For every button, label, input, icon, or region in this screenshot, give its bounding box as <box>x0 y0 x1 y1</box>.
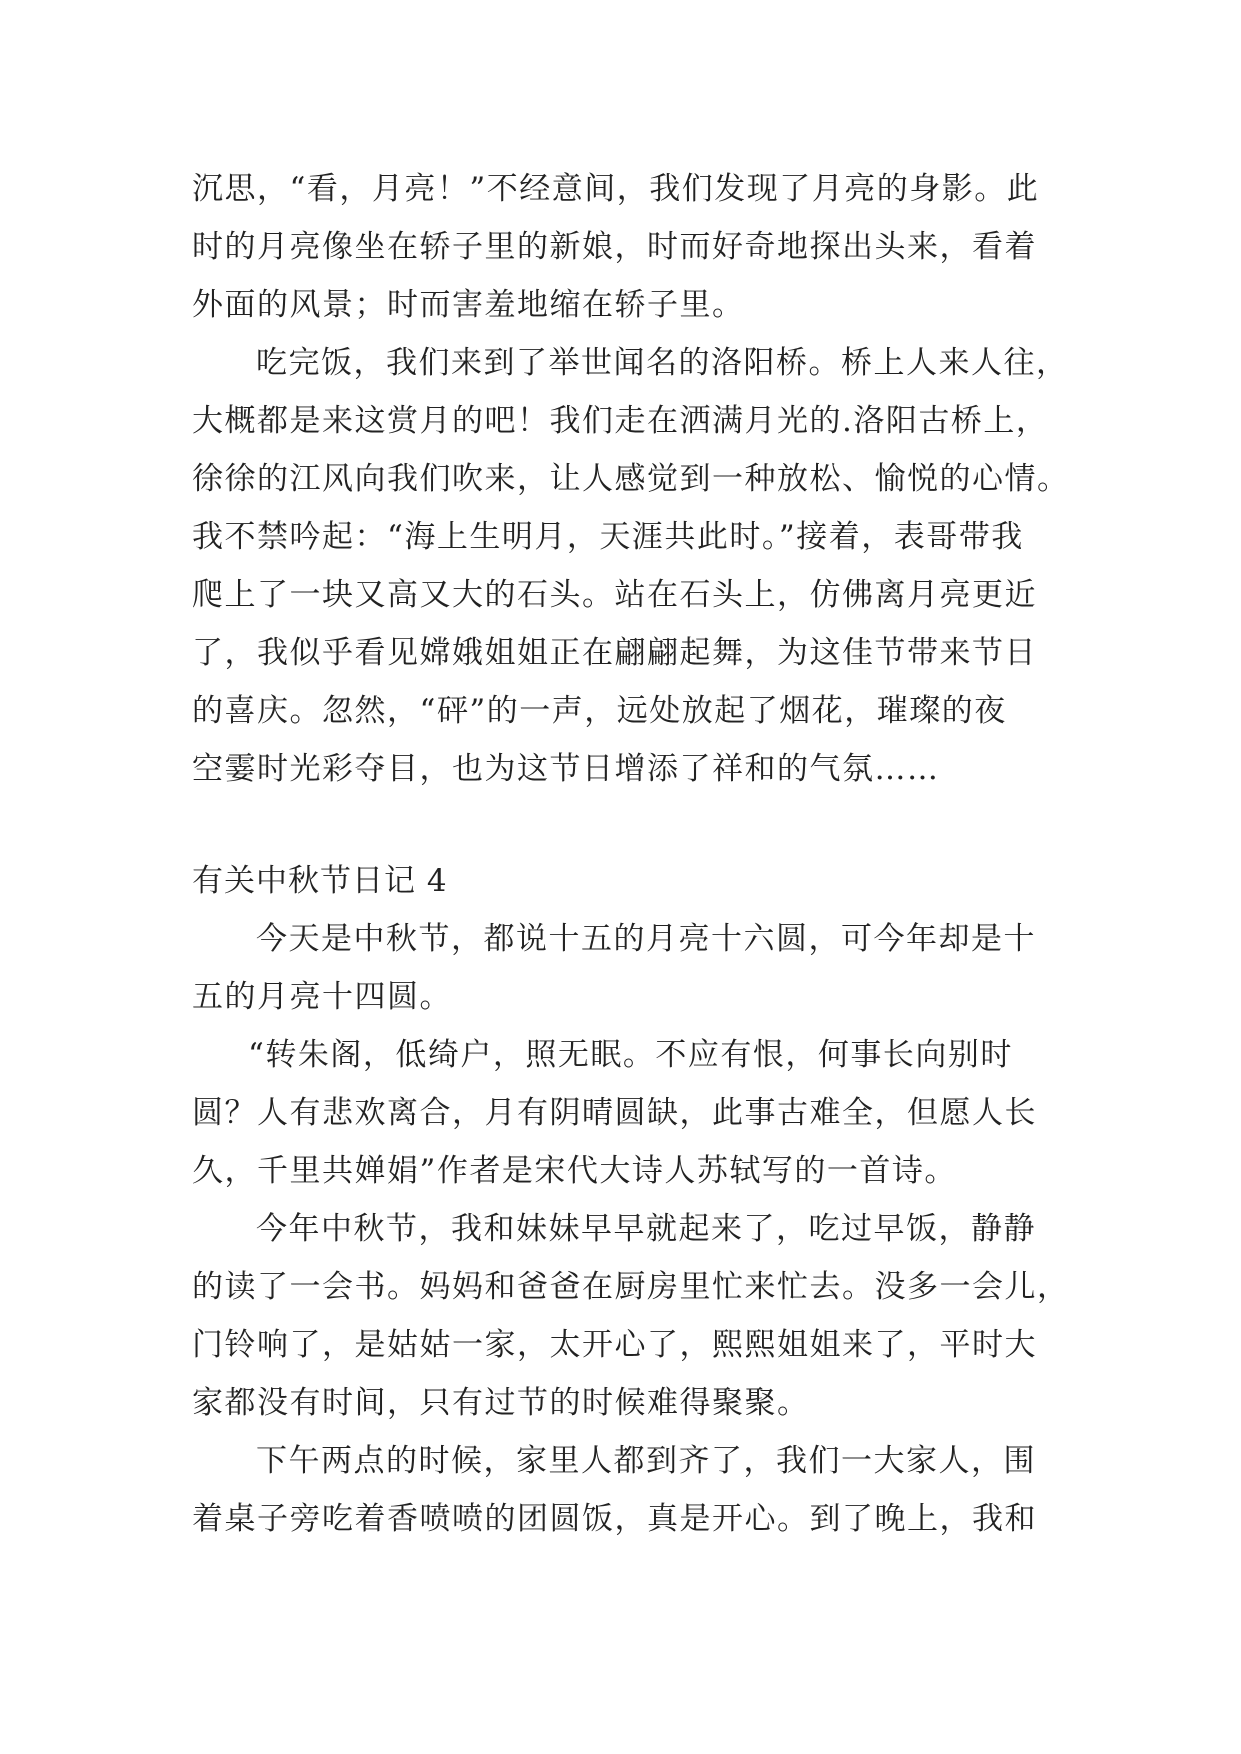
text-line: 空霎时光彩夺目，也为这节日增添了祥和的气氛…… <box>192 751 940 787</box>
text-line: 了，我似乎看见嫦娥姐姐正在翩翩起舞，为这佳节带来节日 <box>192 635 1037 671</box>
paragraph <box>192 1432 1052 1548</box>
text-line: 的读了一会书。妈妈和爸爸在厨房里忙来忙去。没多一会儿， <box>192 1269 1070 1305</box>
text-line: 外面的风景；时而害羞地缩在轿子里。 <box>192 287 745 323</box>
text-line: 我不禁吟起：“海上生明月，天涯共此时。”接着，表哥带我 <box>192 519 1024 555</box>
text-line: 吃完饭，我们来到了举世闻名的洛阳桥。桥上人来人往， <box>256 345 1069 381</box>
text-line: 着桌子旁吃着香喷喷的团圆饭，真是开心。到了晚上，我和 <box>192 1501 1037 1537</box>
text-line: 今天是中秋节，都说十五的月亮十六圆，可今年却是十 <box>256 921 1036 957</box>
text-line: 沉思，“看，月亮！”不经意间，我们发现了月亮的身影。此 <box>192 171 1040 207</box>
paragraph <box>192 334 1070 798</box>
section-title: 有关中秋节日记 4 <box>192 863 448 899</box>
text-line: “转朱阁，低绮户，照无眠。不应有恨，何事长向别时 <box>248 1037 1013 1073</box>
text-line: 爬上了一块又高又大的石头。站在石头上，仿佛离月亮更近 <box>192 577 1037 613</box>
text-line: 的喜庆。忽然，“砰”的一声，远处放起了烟花，璀璨的夜 <box>192 693 1007 729</box>
text-line: 家都没有时间，只有过节的时候难得聚聚。 <box>192 1385 810 1421</box>
text-line: 徐徐的江风向我们吹来，让人感觉到一种放松、愉悦的心情。 <box>192 461 1070 497</box>
paragraph <box>192 910 1052 1026</box>
text-line: 今年中秋节，我和妹妹早早就起来了，吃过早饭，静静 <box>256 1211 1036 1247</box>
text-line: 圆？人有悲欢离合，月有阴晴圆缺，此事古难全，但愿人长 <box>192 1095 1037 1131</box>
document-body <box>192 160 1070 1548</box>
text-line: 时的月亮像坐在轿子里的新娘，时而好奇地探出头来，看着 <box>192 229 1037 265</box>
paragraph <box>192 1200 1070 1432</box>
text-line: 门铃响了，是姑姑一家，太开心了，熙熙姐姐来了，平时大 <box>192 1327 1037 1363</box>
text-line: 大概都是来这赏月的吧！我们走在洒满月光的.洛阳古桥上， <box>192 403 1049 439</box>
text-line: 久，千里共婵娟”作者是宋代大诗人苏轼写的一首诗。 <box>192 1153 957 1189</box>
text-line: 下午两点的时候，家里人都到齐了，我们一大家人，围 <box>256 1443 1036 1479</box>
text-line: 五的月亮十四圆。 <box>192 979 452 1015</box>
section-gap <box>192 798 1052 852</box>
paragraph <box>192 160 1052 334</box>
paragraph <box>192 1026 1052 1200</box>
